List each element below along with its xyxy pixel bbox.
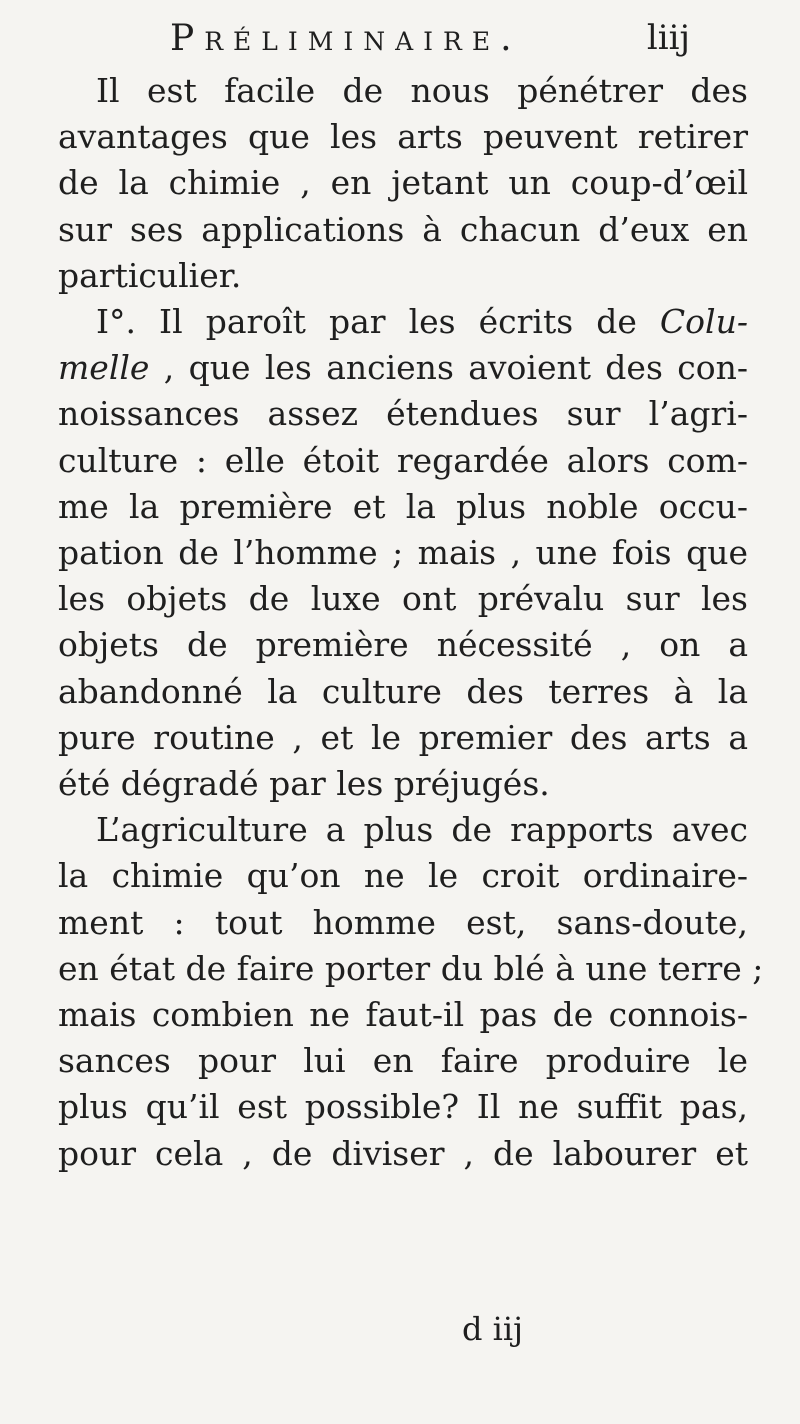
text-line: de la chimie , en jetant un coup-d’œil [58,163,748,203]
page-number: liij [646,18,690,58]
signature-mark: d iij [462,1310,524,1348]
text-segment: I°. Il paroît par les écrits de [96,302,660,342]
text-line: plus qu’il est possible? Il ne suffit pas, [58,1087,748,1127]
italic-name: Colu- [659,302,748,342]
text-line: culture : elle étoit regardée alors com- [58,440,748,480]
text-line: Il est facile de nous pénétrer des [96,71,748,110]
text-segment: , que les anciens avoient des con- [163,348,748,388]
text-line: me la première et la plus noble occu- [58,486,748,526]
text-line: L’agriculture a plus de rapports avec [96,810,748,850]
text-line: pation de l’homme ; mais , une fois que [58,533,748,573]
text-line: les objets de luxe ont prévalu sur les [58,579,748,619]
text-line: pour cela , de diviser , de labourer et [58,1133,748,1173]
text-line: particulier. [58,255,242,295]
text-line: sur ses applications à chacun d’eux en [58,209,748,249]
text-line: avantages que les arts peuvent retirer [58,117,748,157]
text-line: pure routine , et le premier des arts a [58,717,748,757]
text-line: abandonné la culture des terres à la [58,671,748,711]
italic-name: melle [58,348,150,388]
text-line [58,345,748,391]
text-line: mais combien ne faut-il pas de connois- [58,995,748,1035]
text-line: noissances assez étendues sur l’agri- [58,394,748,434]
text-line: la chimie qu’on ne le croit ordinaire- [58,856,748,896]
text-line: en état de faire porter du blé à une terre ; [58,948,764,988]
text-line [58,299,748,345]
page-header [170,18,690,66]
running-title: Préliminaire. [170,18,522,59]
text-line: sances pour lui en faire produire le [58,1041,748,1081]
text-line: été dégradé par les préjugés. [58,764,550,804]
text-line: ment : tout homme est, sans-doute, [58,902,748,942]
text-line: objets de première nécessité , on a [58,625,748,665]
body-text [58,68,764,1177]
